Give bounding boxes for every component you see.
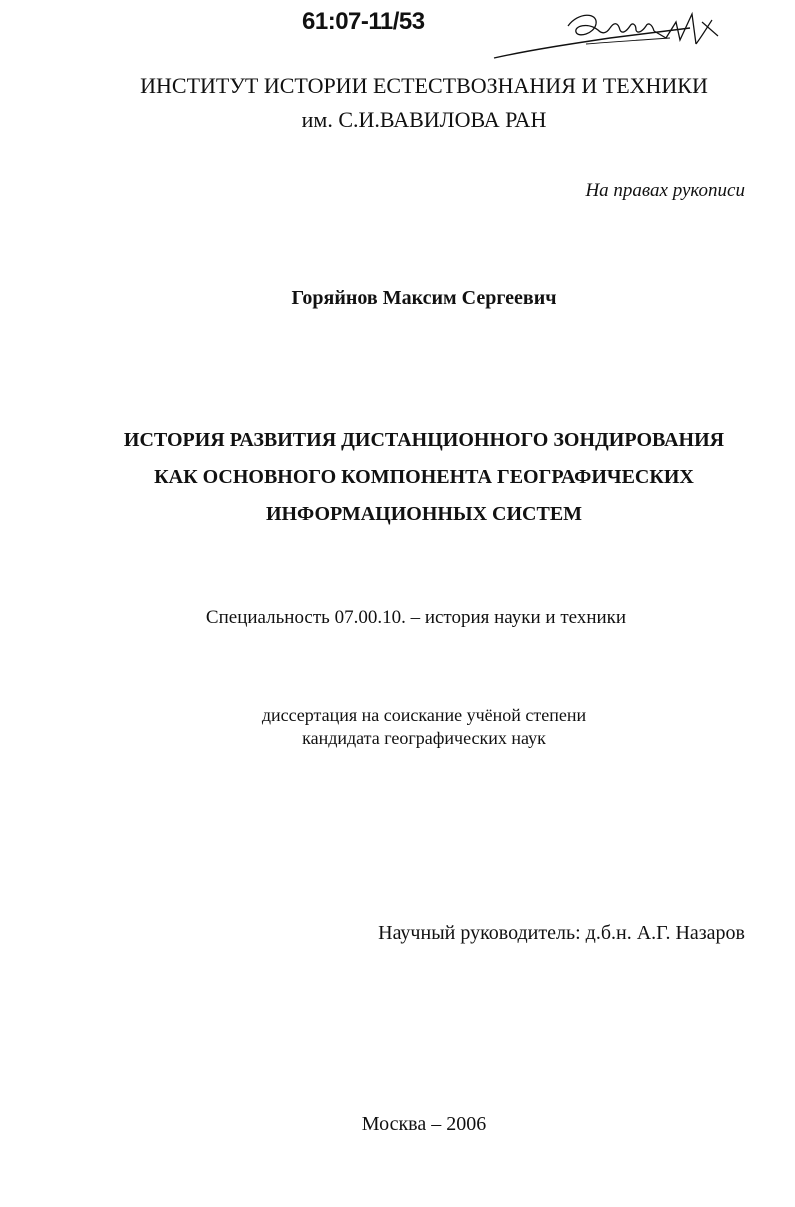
scientific-supervisor: Научный руководитель: д.б.н. А.Г. Назаров <box>378 922 745 944</box>
degree-line: диссертация на соискание учёной степени <box>261 705 587 725</box>
manuscript-rights-note: На правах рукописи <box>585 180 745 201</box>
catalog-code: 61:07-11/53 <box>302 8 425 35</box>
thesis-title-line: КАК ОСНОВНОГО КОМПОНЕНТА ГЕОГРАФИЧЕСКИХ <box>154 466 694 488</box>
specialty-line: Специальность 07.00.10. – история науки и техники <box>205 607 627 628</box>
thesis-title-line: ИНФОРМАЦИОННЫХ СИСТЕМ <box>265 503 583 525</box>
handwritten-signature <box>490 4 730 68</box>
degree-line: кандидата географических наук <box>302 728 546 748</box>
thesis-title-line: ИСТОРИЯ РАЗВИТИЯ ДИСТАНЦИОННОГО ЗОНДИРОВАНИЯ <box>123 429 725 451</box>
institute-subname: им. С.И.ВАВИЛОВА РАН <box>301 107 547 132</box>
author-name: Горяйнов Максим Сергеевич <box>291 287 557 309</box>
institute-name: ИНСТИТУТ ИСТОРИИ ЕСТЕСТВОЗНАНИЯ И ТЕХНИКИ <box>140 73 708 98</box>
place-and-year: Москва – 2006 <box>361 1113 487 1135</box>
